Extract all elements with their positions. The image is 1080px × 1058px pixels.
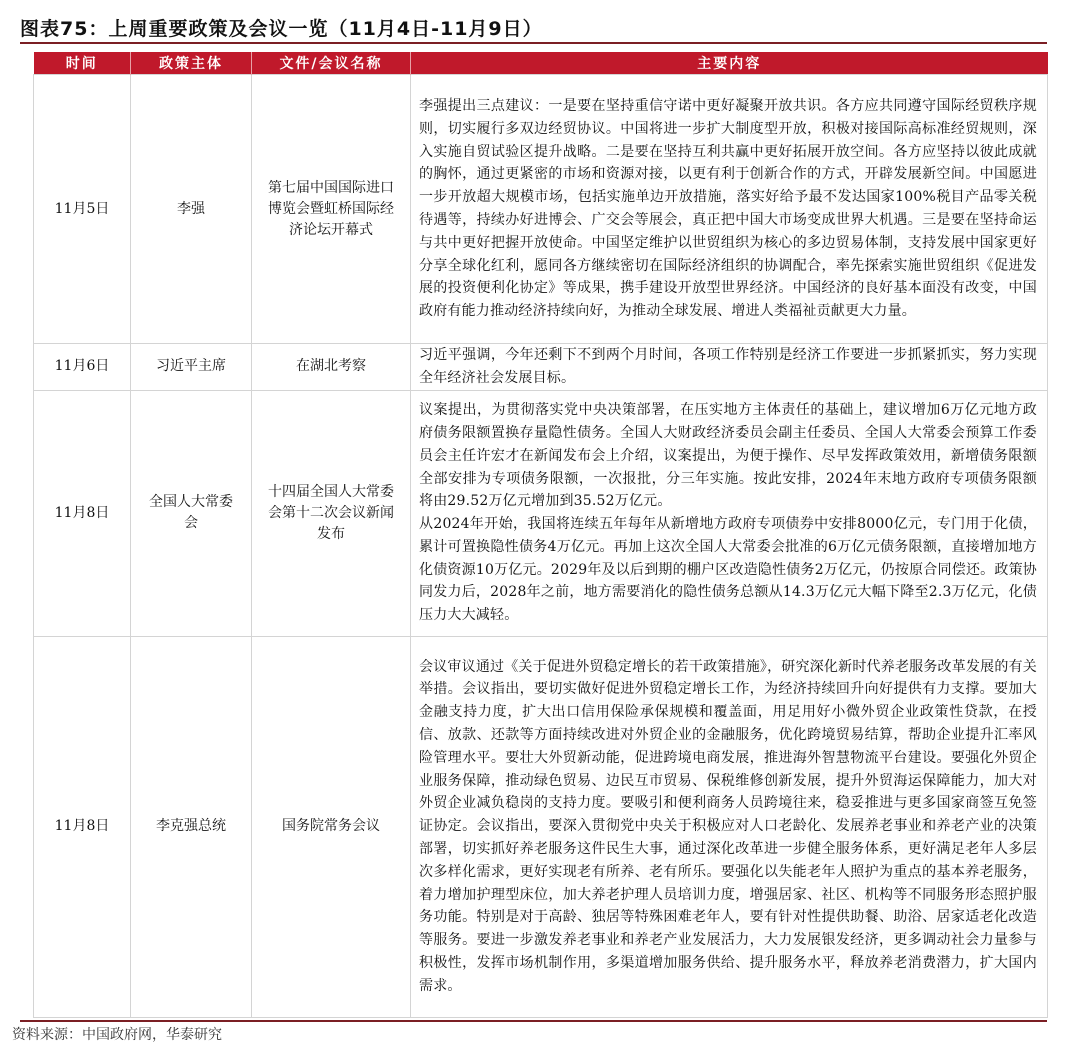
row-date: 11月8日	[34, 636, 131, 1017]
header-time: 时间	[34, 52, 131, 75]
row-content	[411, 390, 1048, 636]
row-document: 在湖北考察	[252, 344, 411, 391]
header-document: 文件/会议名称	[252, 52, 411, 75]
row-date: 11月5日	[34, 75, 131, 344]
row-date: 11月8日	[34, 390, 131, 636]
content-paragraph: 议案提出，为贯彻落实党中央决策部署，在压实地方主体责任的基础上，建议增加6万亿元地方政府债务限额置换存量隐性债务。全国人大财政经济委员会副主任委员、全国人大常委会预算工作委员会主任许宏才在新闻发布会上介绍，议案提出，为便于操作、尽早发挥政策效用，新增债务限额全部安排为专项债务限额，一次报批，分三年实施。按此安排，2024年末地方政府专项债务限额将由29.52万亿元增加到35.52万亿元。	[419, 402, 1037, 510]
table-row	[34, 636, 1048, 1017]
row-subject: 李克强总统	[131, 636, 252, 1017]
row-content	[411, 75, 1048, 344]
content-paragraph: 会议审议通过《关于促进外贸稳定增长的若干政策措施》，研究深化新时代养老服务改革发展的有关举措。会议指出，要切实做好促进外贸稳定增长工作，为经济持续回升向好提供有力支撑。要加大金融支持力度，扩大出口信用保险承保规模和覆盖面，用足用好小微外贸企业政策性贷款，在授信、放款、还款等方面持续改进对外贸企业的金融服务，优化跨境贸易结算，帮助企业提升汇率风险管理水平。要壮大外贸新动能，促进跨境电商发展，推进海外智慧物流平台建设。要强化外贸企业服务保障，推动绿色贸易、边民互市贸易、保税维修创新发展，提升外贸海运保障能力，加大对外贸企业减负稳岗的支持力度。要吸引和便利商务人员跨境往来，稳妥推进与更多国家商签互免签证协定。会议指出，要深入贯彻党中央关于积极应对人口老龄化、发展养老事业和养老产业的决策部署，切实抓好养老服务这件民生大事，通过深化改革进一步健全服务体系，更好满足老年人多层次多样化需求，更好实现老有所养、老有所乐。要强化以失能老年人照护为重点的基本养老服务，着力增加护理型床位，加大养老护理人员培训力度，增强居家、社区、机构等不同服务形态照护服务功能。特别是对于高龄、独居等特殊困难老年人，要有针对性提供助餐、助浴、居家适老化改造等服务。要进一步激发养老事业和养老产业发展活力，大力发展银发经济，更多调动社会力量参与积极性，发挥市场机制作用，多渠道增加服务供给、提升服务水平，释放养老消费潜力，扩大国内需求。	[419, 658, 1037, 994]
figure-title: 图表75：上周重要政策及会议一览（11月4日-11月9日）	[20, 18, 543, 40]
table-row	[34, 344, 1048, 391]
row-content	[411, 636, 1048, 1017]
row-subject: 全国人大常委会	[131, 390, 252, 636]
policy-table	[33, 52, 1048, 1018]
row-document: 第七届中国国际进口博览会暨虹桥国际经济论坛开幕式	[252, 75, 411, 344]
content-paragraph: 习近平强调，今年还剩下不到两个月时间，各项工作特别是经济工作要进一步抓紧抓实，努力实现全年经济社会发展目标。	[419, 347, 1037, 386]
row-document: 国务院常务会议	[252, 636, 411, 1017]
content-paragraph: 李强提出三点建议：一是要在坚持重信守诺中更好凝聚开放共识。各方应共同遵守国际经贸秩序规则，切实履行多双边经贸协议。中国将进一步扩大制度型开放，积极对接国际高标准经贸规则，深入实施自贸试验区提升战略。二是要在坚持互利共赢中更好拓展开放空间。各方应坚持以彼此成就的胸怀，通过更紧密的市场和资源对接，以更有利于创新合作的方式，开辟发展新空间。中国愿进一步开放超大规模市场，包括实施单边开放措施，落实好给予最不发达国家100%税目产品零关税待遇等，持续办好进博会、广交会等展会，真正把中国大市场变成世界大机遇。三是要在坚持命运与共中更好把握开放使命。中国坚定维护以世贸组织为核心的多边贸易体制，支持发展中国家更好分享全球化红利，愿同各方继续密切在国际经济组织的协调配合，率先探索实施世贸组织《促进发展的投资便利化协定》等成果，携手建设开放型世界经济。中国经济的良好基本面没有改变，中国政府有能力推动经济持续向好，为推动全球发展、增进人类福祉贡献更大力量。	[419, 98, 1037, 320]
row-document: 十四届全国人大常委会第十二次会议新闻发布	[252, 390, 411, 636]
content-paragraph: 从2024年开始，我国将连续五年每年从新增地方政府专项债券中安排8000亿元，专门用于化债，累计可置换隐性债务4万亿元。再加上这次全国人大常委会批准的6万亿元债务限额，直接增加地方化债资源10万亿元。2029年及以后到期的棚户区改造隐性债务2万亿元，仍按原合同偿还。政策协同发力后，2028年之前，地方需要消化的隐性债务总额从14.3万亿元大幅下降至2.3万亿元，化债压力大大减轻。	[419, 516, 1037, 624]
row-subject: 李强	[131, 75, 252, 344]
header-content: 主要内容	[411, 52, 1048, 75]
row-subject: 习近平主席	[131, 344, 252, 391]
table-row	[34, 75, 1048, 344]
header-subject: 政策主体	[131, 52, 252, 75]
top-rule	[20, 42, 1047, 44]
row-date: 11月6日	[34, 344, 131, 391]
row-content	[411, 344, 1048, 391]
bottom-rule	[20, 1020, 1047, 1022]
table-header-row	[34, 52, 1048, 75]
source-note: 资料来源：中国政府网，华泰研究	[12, 1027, 222, 1043]
table-row	[34, 390, 1048, 636]
